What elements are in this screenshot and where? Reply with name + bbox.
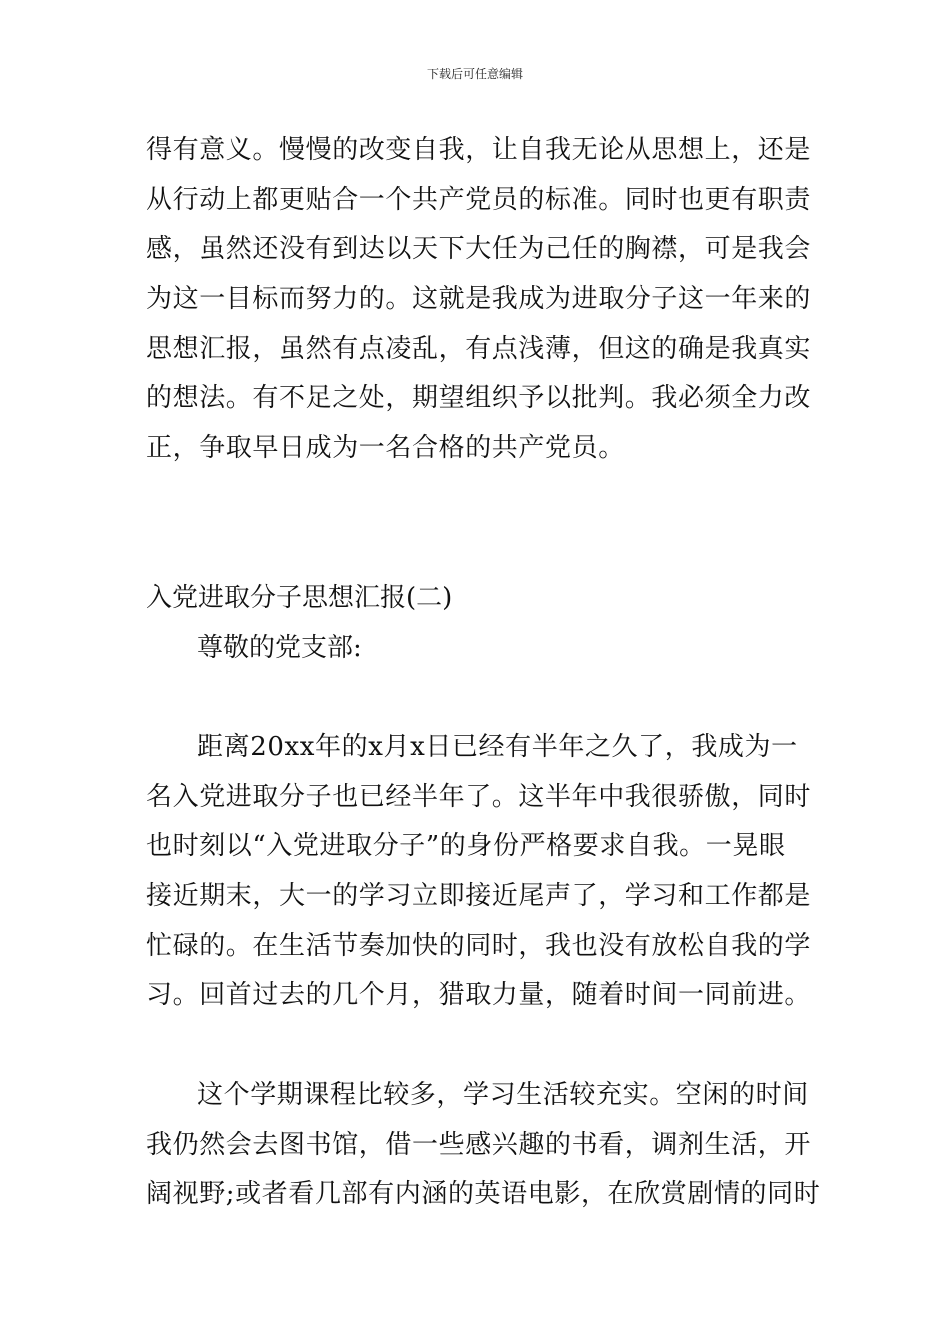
text-line: 阔视野;或者看几部有内涵的英语电影，在欣赏剧情的同时 <box>146 1179 821 1209</box>
text-line: 从行动上都更贴合一个共产党员的标准。同时也更有职责 <box>146 185 812 215</box>
text-line: 也时刻以“入党进取分子”的身份严格要求自我。一晃眼 <box>146 831 786 861</box>
header-note: 下载后可任意编辑 <box>426 67 523 81</box>
text-line: 名入党进取分子也已经半年了。这半年中我很骄傲，同时 <box>146 782 812 812</box>
text-line: 接近期末，大一的学习立即接近尾声了，学习和工作都是 <box>146 881 812 911</box>
text-line: 我仍然会去图书馆，借一些感兴趣的书看，调剂生活，开 <box>146 1130 812 1160</box>
text-line: 正，争取早日成为一名合格的共产党员。 <box>146 433 625 463</box>
section-title: 入党进取分子思想汇报(二) <box>146 583 453 613</box>
salutation: 尊敬的党支部: <box>197 633 362 663</box>
text-line: 习。回首过去的几个月，猎取力量，随着时间一同前进。 <box>146 980 812 1010</box>
text-line: 为这一目标而努力的。这就是我成为进取分子这一年来的 <box>146 284 812 314</box>
text-line: 思想汇报，虽然有点凌乱，有点浅薄，但这的确是我真实 <box>146 334 812 364</box>
text-line: 的想法。有不足之处，期望组织予以批判。我必须全力改 <box>146 383 812 413</box>
text-line: 得有意义。慢慢的改变自我，让自我无论从思想上，还是 <box>146 135 812 165</box>
text-line: 感，虽然还没有到达以天下大任为己任的胸襟，可是我会 <box>146 234 812 264</box>
text-line: 忙碌的。在生活节奏加快的同时，我也没有放松自我的学 <box>146 931 812 961</box>
text-line: 距离20xx年的x月x日已经有半年之久了，我成为一 <box>197 732 798 762</box>
text-line: 这个学期课程比较多，学习生活较充实。空闲的时间 <box>197 1080 809 1110</box>
